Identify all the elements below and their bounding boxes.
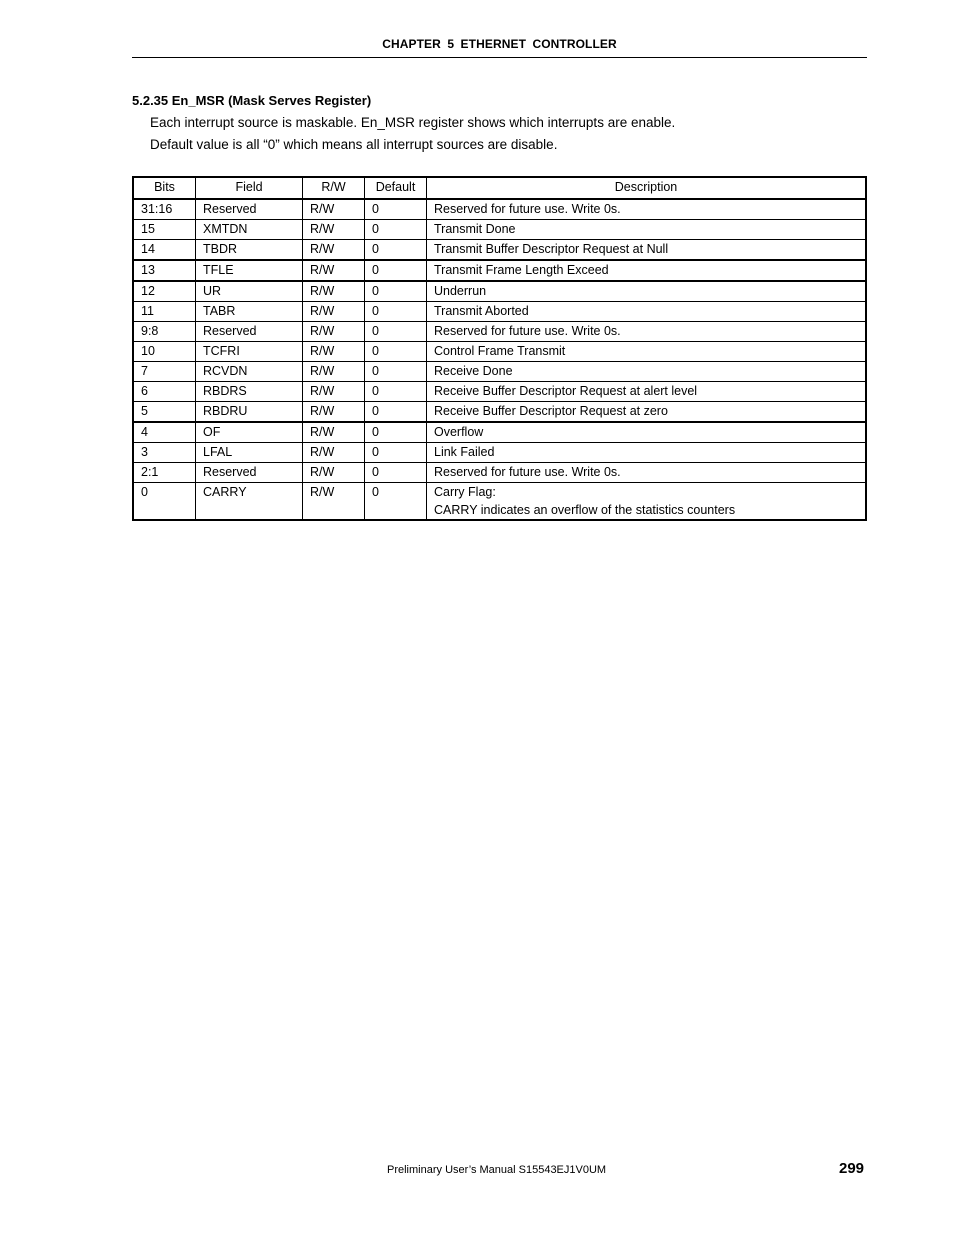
table-row xyxy=(133,382,866,402)
cell-field: LFAL xyxy=(196,443,303,463)
cell-default: 0 xyxy=(365,302,427,322)
cell-default: 0 xyxy=(365,443,427,463)
section-title: 5.2.35 En_MSR (Mask Serves Register) xyxy=(132,93,372,108)
table-row xyxy=(133,281,866,302)
cell-default: 0 xyxy=(365,483,427,521)
cell-description: Reserved for future use. Write 0s. xyxy=(427,199,867,220)
cell-description: Transmit Buffer Descriptor Request at Null xyxy=(427,240,867,261)
header-field: Field xyxy=(196,177,303,199)
intro-paragraph-1: Each interrupt source is maskable. En_MSR register shows which interrupts are enable. xyxy=(150,115,676,130)
cell-bits: 4 xyxy=(133,422,196,443)
cell-description: Transmit Done xyxy=(427,220,867,240)
cell-default: 0 xyxy=(365,382,427,402)
cell-rw: R/W xyxy=(303,240,365,261)
table-row xyxy=(133,199,866,220)
cell-description xyxy=(427,483,867,521)
cell-bits: 9:8 xyxy=(133,322,196,342)
cell-rw: R/W xyxy=(303,220,365,240)
cell-default: 0 xyxy=(365,220,427,240)
cell-rw: R/W xyxy=(303,483,365,521)
header-default: Default xyxy=(365,177,427,199)
cell-field: OF xyxy=(196,422,303,443)
table-row xyxy=(133,402,866,423)
cell-rw: R/W xyxy=(303,463,365,483)
cell-bits: 12 xyxy=(133,281,196,302)
table-row xyxy=(133,220,866,240)
cell-rw: R/W xyxy=(303,362,365,382)
register-table xyxy=(132,176,867,521)
cell-rw: R/W xyxy=(303,281,365,302)
cell-bits: 31:16 xyxy=(133,199,196,220)
cell-rw: R/W xyxy=(303,382,365,402)
cell-description: Receive Buffer Descriptor Request at alert level xyxy=(427,382,867,402)
description-line-1: Carry Flag: xyxy=(434,485,496,499)
cell-field: Reserved xyxy=(196,322,303,342)
cell-field: TBDR xyxy=(196,240,303,261)
cell-default: 0 xyxy=(365,422,427,443)
cell-bits: 2:1 xyxy=(133,463,196,483)
table-row xyxy=(133,463,866,483)
cell-bits: 7 xyxy=(133,362,196,382)
cell-default: 0 xyxy=(365,463,427,483)
cell-default: 0 xyxy=(365,260,427,281)
cell-default: 0 xyxy=(365,199,427,220)
description-line-2: CARRY indicates an overflow of the statistics counters xyxy=(434,503,736,517)
chapter-header: CHAPTER 5 ETHERNET CONTROLLER xyxy=(382,37,617,51)
header-bits: Bits xyxy=(133,177,196,199)
cell-rw: R/W xyxy=(303,260,365,281)
table-row xyxy=(133,240,866,261)
cell-description: Link Failed xyxy=(427,443,867,463)
cell-field: RBDRS xyxy=(196,382,303,402)
cell-rw: R/W xyxy=(303,322,365,342)
cell-bits: 6 xyxy=(133,382,196,402)
table-row xyxy=(133,260,866,281)
cell-bits: 13 xyxy=(133,260,196,281)
header-rw: R/W xyxy=(303,177,365,199)
cell-field: TABR xyxy=(196,302,303,322)
cell-default: 0 xyxy=(365,362,427,382)
cell-rw: R/W xyxy=(303,443,365,463)
cell-field: Reserved xyxy=(196,463,303,483)
table-row xyxy=(133,483,866,521)
cell-default: 0 xyxy=(365,281,427,302)
cell-bits: 14 xyxy=(133,240,196,261)
cell-bits: 0 xyxy=(133,483,196,521)
cell-field: UR xyxy=(196,281,303,302)
table-row xyxy=(133,362,866,382)
cell-bits: 11 xyxy=(133,302,196,322)
cell-field: TCFRI xyxy=(196,342,303,362)
cell-description: Receive Buffer Descriptor Request at zero xyxy=(427,402,867,423)
page-number: 299 xyxy=(839,1160,865,1177)
header-divider xyxy=(132,57,867,58)
cell-rw: R/W xyxy=(303,402,365,423)
cell-field: RBDRU xyxy=(196,402,303,423)
intro-paragraph-2: Default value is all “0” which means all interrupt sources are disable. xyxy=(150,137,558,152)
cell-field: Reserved xyxy=(196,199,303,220)
table-row xyxy=(133,443,866,463)
header-description: Description xyxy=(427,177,867,199)
cell-field: CARRY xyxy=(196,483,303,521)
table-row xyxy=(133,422,866,443)
cell-description: Receive Done xyxy=(427,362,867,382)
cell-description: Reserved for future use. Write 0s. xyxy=(427,322,867,342)
cell-description: Reserved for future use. Write 0s. xyxy=(427,463,867,483)
cell-description: Transmit Frame Length Exceed xyxy=(427,260,867,281)
cell-description: Control Frame Transmit xyxy=(427,342,867,362)
cell-field: TFLE xyxy=(196,260,303,281)
cell-default: 0 xyxy=(365,240,427,261)
cell-bits: 3 xyxy=(133,443,196,463)
cell-bits: 15 xyxy=(133,220,196,240)
table-header-row xyxy=(133,177,866,199)
table-row xyxy=(133,322,866,342)
cell-rw: R/W xyxy=(303,342,365,362)
cell-description: Overflow xyxy=(427,422,867,443)
cell-bits: 5 xyxy=(133,402,196,423)
table-row xyxy=(133,342,866,362)
cell-description: Underrun xyxy=(427,281,867,302)
cell-bits: 10 xyxy=(133,342,196,362)
cell-rw: R/W xyxy=(303,302,365,322)
cell-rw: R/W xyxy=(303,422,365,443)
table-row xyxy=(133,302,866,322)
cell-description: Transmit Aborted xyxy=(427,302,867,322)
cell-default: 0 xyxy=(365,342,427,362)
cell-default: 0 xyxy=(365,402,427,423)
cell-field: RCVDN xyxy=(196,362,303,382)
footer-manual-id: Preliminary User’s Manual S15543EJ1V0UM xyxy=(387,1164,607,1176)
cell-field: XMTDN xyxy=(196,220,303,240)
cell-default: 0 xyxy=(365,322,427,342)
cell-rw: R/W xyxy=(303,199,365,220)
